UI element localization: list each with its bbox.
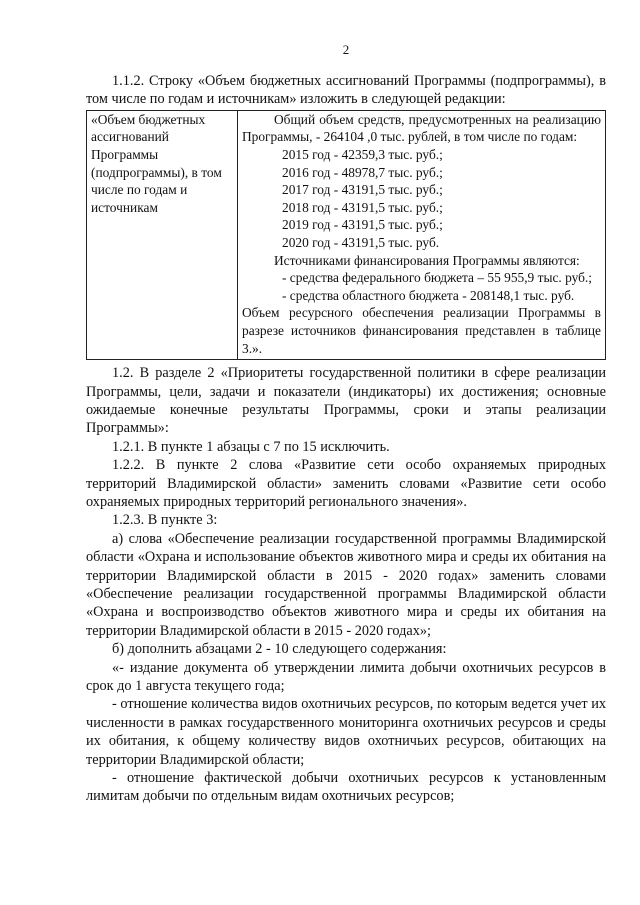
added-paragraph: «- издание документа об утверждении лимита добычи охотничьих ресурсов в срок до 1 августа текущего года;	[86, 659, 606, 695]
total-funding: Общий объем средств, предусмотренных на реализацию Программы, - 264104 ,0 тыс. рублей, в том числе по годам:	[242, 111, 601, 145]
subitem-b: б) дополнить абзацами 2 - 10 следующего содержания:	[112, 641, 447, 658]
item-1-2-2: 1.2.2. В пункте 2 слова «Развитие сети особо охраняемых природных территорий Владимирской области» заменить словами «Развитие сети особо охраняемых природных территорий регионального значения».	[86, 457, 606, 510]
year-line: 2020 год - 43191,5 тыс. руб.	[282, 234, 440, 250]
intro-paragraph	[86, 72, 606, 109]
year-line: 2019 год - 43191,5 тыс. руб.;	[282, 217, 443, 233]
budget-table-label-cell	[87, 110, 238, 359]
subitem-a: а) слова «Обеспечение реализации государственной программы Владимирской области «Охрана и использование объектов животного мира и среды их обитания на территории Владимирской области в 2015 - 2020 годах» заменить словами «Обеспечение реализации государственной программы Владимирской области «Охрана и воспроизводство объектов животного мира и среды их обитания на территории Владимирской области в 2015 - 2020 годах»;	[86, 530, 606, 639]
year-line: 2018 год - 43191,5 тыс. руб.;	[282, 199, 443, 215]
item-1-2-3: 1.2.3. В пункте 3:	[112, 512, 218, 529]
sources-intro: Источниками финансирования Программы являются:	[274, 252, 580, 268]
year-line: 2017 год - 43191,5 тыс. руб.;	[282, 182, 443, 198]
budget-table	[86, 110, 606, 360]
budget-table-label: «Объем бюджетных ассигнований Программы (подпрограммы), в том числе по годам и источникам	[91, 111, 222, 215]
federal-budget: - средства федерального бюджета – 55 955,9 тыс. руб.;	[282, 270, 593, 286]
budget-table-value-cell	[238, 110, 606, 359]
year-line: 2016 год - 48978,7 тыс. руб.;	[282, 164, 443, 180]
year-line: 2015 год - 42359,3 тыс. руб.;	[282, 147, 443, 162]
budget-table-row	[87, 110, 606, 359]
section-2-paragraph: 1.2. В разделе 2 «Приоритеты государственной политики в сфере реализации Программы, цели, задачи и показатели (индикаторы) их достижения; основные ожидаемые конечные результаты Программы, сроки и этапы реализации Программы»:	[86, 365, 606, 437]
added-paragraph: - отношение количества видов охотничьих ресурсов, по которым ведется учет их численности в рамках государственного мониторинга охотничьих ресурсов и среды их обитания, к общему количеству видов охотничьих ресурсов, обитающих на территории Владимирской области;	[86, 696, 606, 768]
page-number: 2	[342, 42, 350, 57]
added-paragraph: - отношение фактической добычи охотничьих ресурсов к установленным лимитам добычи по отдельным видам охотничьих ресурсов;	[86, 770, 606, 805]
regional-budget: - средства областного бюджета - 208148,1 тыс. руб.	[282, 287, 575, 303]
intro-number: 1.1.2.	[112, 73, 145, 89]
resource-provision: Объем ресурсного обеспечения реализации Программы в разрезе источников финансирования представлен в таблице 3.».	[242, 305, 601, 356]
intro-text: Строку «Объем бюджетных ассигнований Программы (подпрограммы), в том числе по годам и источникам» изложить в следующей редакции:	[86, 73, 606, 108]
item-1-2-1: 1.2.1. В пункте 1 абзацы с 7 по 15 исключить.	[112, 438, 390, 455]
